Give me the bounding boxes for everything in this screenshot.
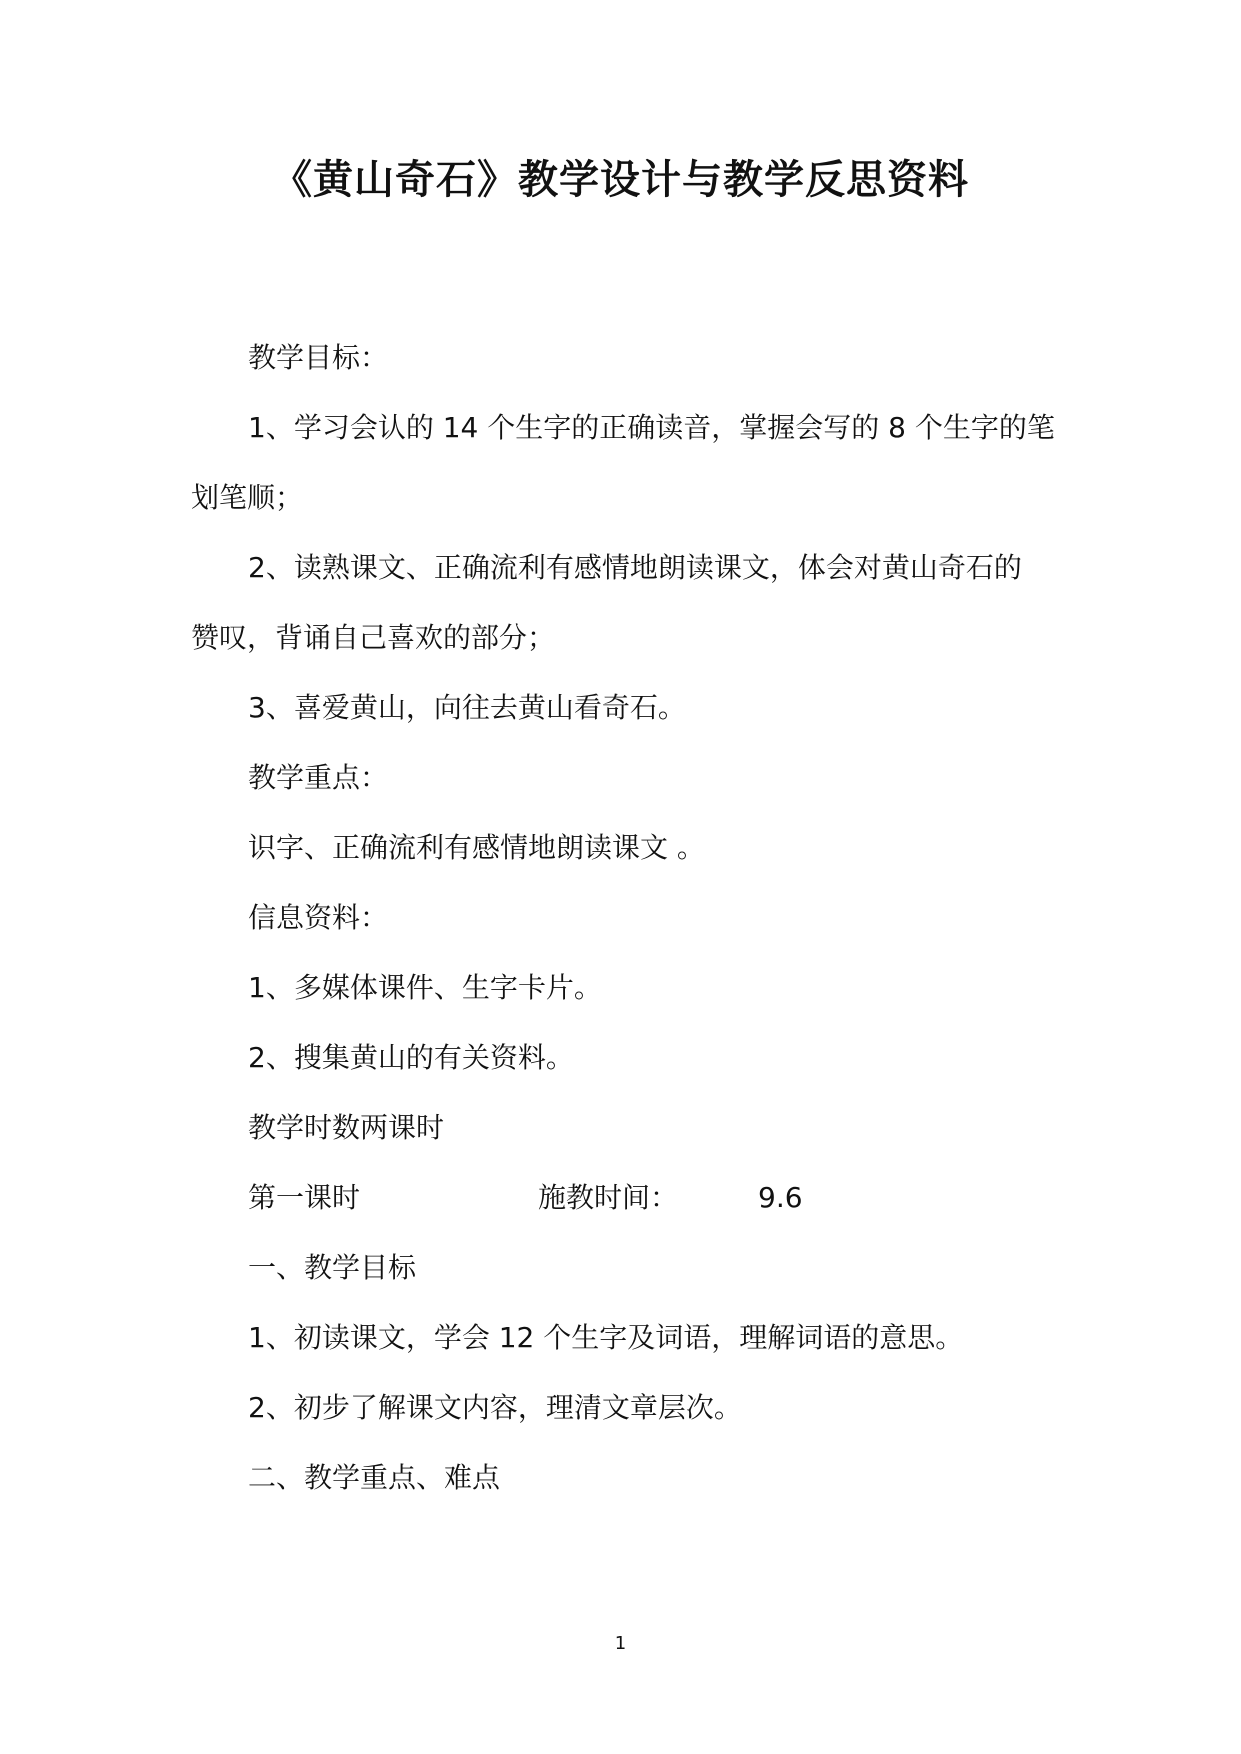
lesson-label: 第一课时 (248, 1181, 361, 1214)
section-heading-goals: 一、教学目标 (248, 1251, 417, 1284)
paragraph-line: 教学时数两课时 (248, 1111, 445, 1144)
page-number: 1 (614, 1633, 627, 1654)
paragraph-line: 3、喜爱黄山，向往去黄山看奇石。 (248, 691, 686, 724)
section-heading-key-points: 教学重点： (248, 761, 389, 794)
paragraph-line: 1、多媒体课件、生字卡片。 (248, 971, 602, 1004)
document-title: 《黄山奇石》教学设计与教学反思资料 (272, 157, 969, 203)
paragraph-line: 识字、正确流利有感情地朗读课文 。 (248, 831, 705, 864)
time-label: 施教时间： (538, 1181, 679, 1214)
paragraph-line: 1、学习会认的 14 个生字的正确读音，掌握会写的 8 个生字的笔 (248, 411, 1055, 444)
section-heading-teaching-goals: 教学目标： (248, 341, 389, 374)
time-value: 9.6 (758, 1181, 803, 1214)
paragraph-line: 2、搜集黄山的有关资料。 (248, 1041, 574, 1074)
section-heading-difficulties: 二、教学重点、难点 (248, 1461, 501, 1494)
paragraph-line: 2、读熟课文、正确流利有感情地朗读课文，体会对黄山奇石的 (248, 551, 1022, 584)
paragraph-line: 划笔顺； (191, 481, 304, 514)
paragraph-line: 赞叹，背诵自己喜欢的部分； (191, 621, 556, 654)
paragraph-line: 2、初步了解课文内容，理清文章层次。 (248, 1391, 742, 1424)
section-heading-materials: 信息资料： (248, 901, 389, 934)
paragraph-line: 1、初读课文，学会 12 个生字及词语，理解词语的意思。 (248, 1321, 964, 1354)
